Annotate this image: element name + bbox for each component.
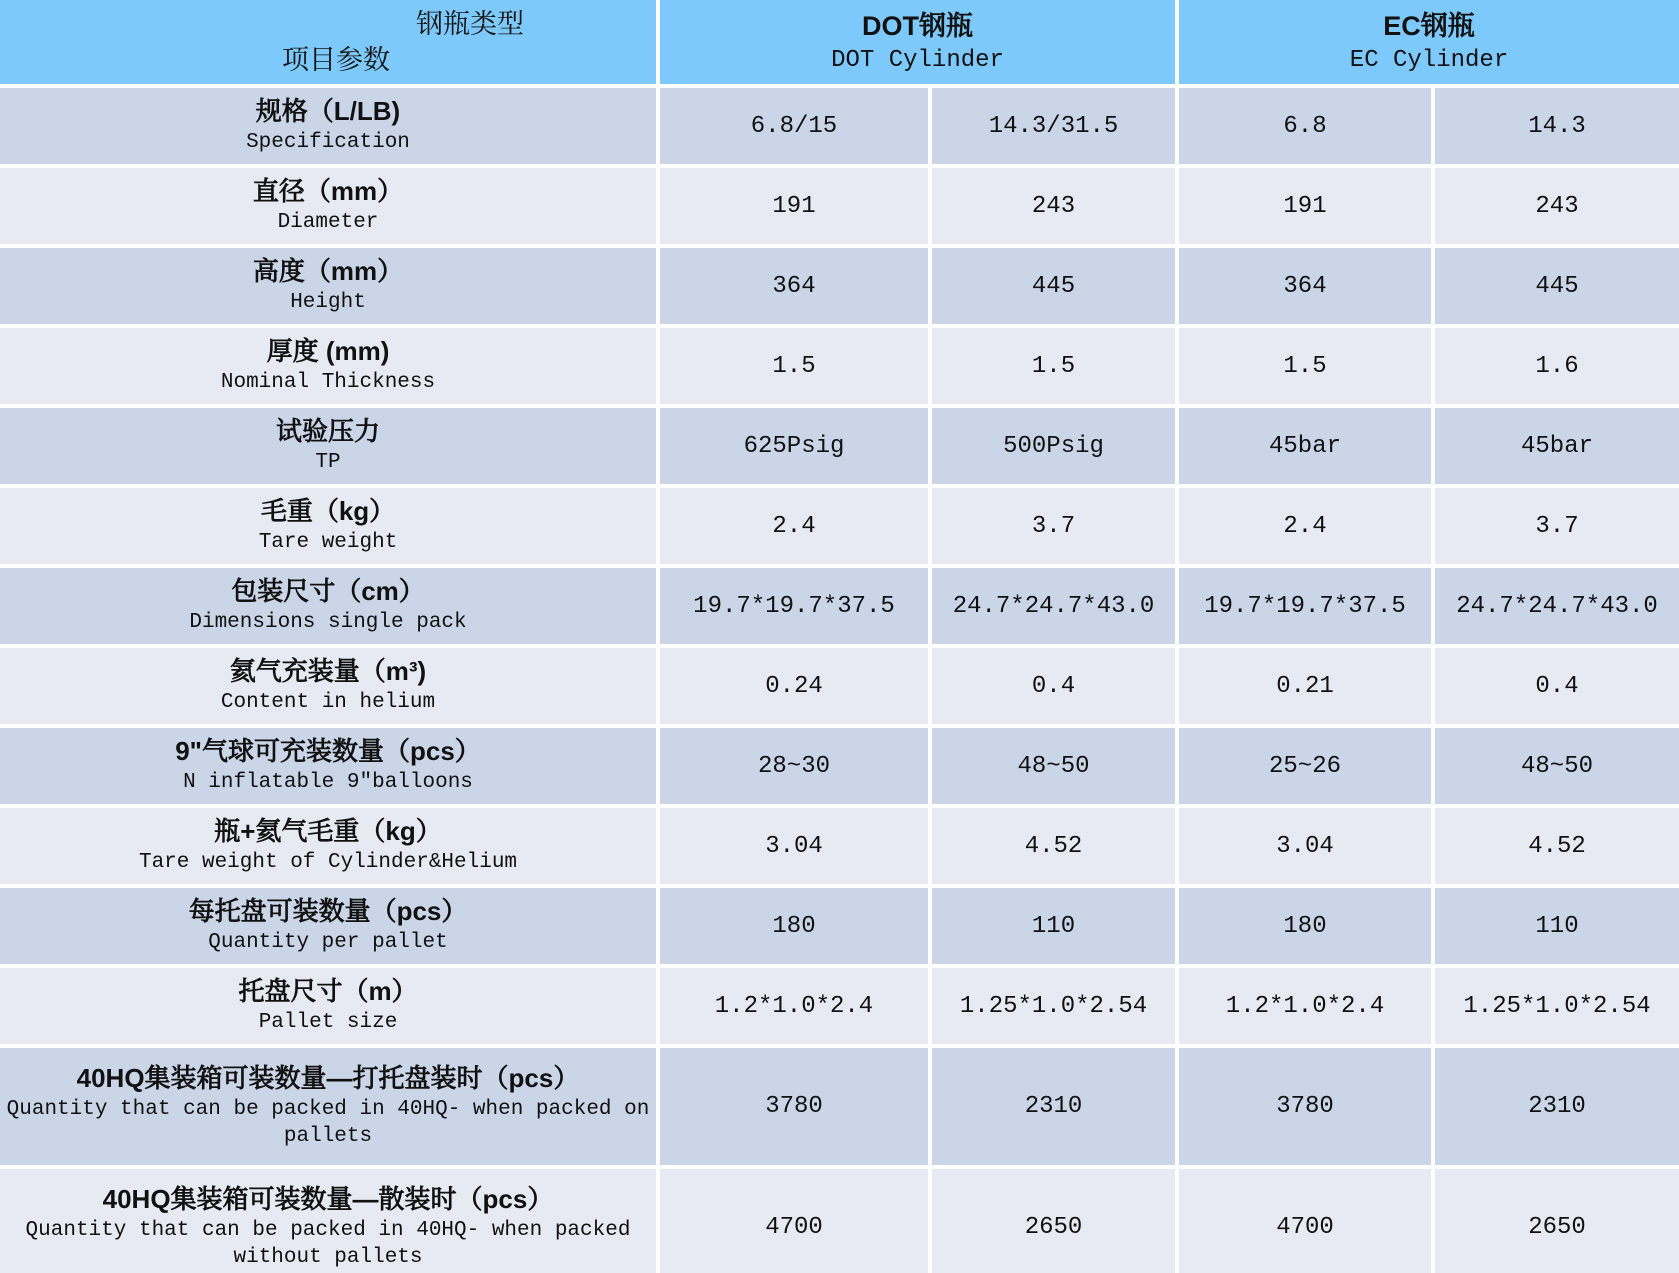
cell-value: 48~50 <box>1435 728 1679 804</box>
table-row <box>0 888 1679 964</box>
row-label-zh: 9"气球可充装数量（pcs） <box>175 736 481 767</box>
row-header <box>0 968 656 1044</box>
row-label-en: Height <box>290 291 366 315</box>
row-label-en: Tare weight <box>258 531 398 555</box>
cell-value: 1.5 <box>932 328 1175 404</box>
cell-value: 28~30 <box>660 728 928 804</box>
table-row <box>0 1169 1679 1273</box>
table-row <box>0 568 1679 644</box>
cell-value: 4.52 <box>932 808 1175 884</box>
cell-value: 445 <box>932 248 1175 324</box>
cell-value: 14.3/31.5 <box>932 88 1175 164</box>
cell-value: 19.7*19.7*37.5 <box>660 568 928 644</box>
row-header <box>0 248 656 324</box>
header-row <box>0 0 1679 84</box>
cell-value: 3780 <box>1179 1048 1431 1165</box>
table-row <box>0 168 1679 244</box>
cell-value: 1.25*1.0*2.54 <box>932 968 1175 1044</box>
row-header <box>0 88 656 164</box>
cell-value: 45bar <box>1435 408 1679 484</box>
row-label-en: Nominal Thickness <box>220 371 436 395</box>
cell-value: 0.4 <box>932 648 1175 724</box>
table-body <box>0 88 1679 1273</box>
cell-value: 445 <box>1435 248 1679 324</box>
corner-label-cylinder-type: 钢瓶类型 <box>416 8 524 39</box>
row-label-zh: 规格（L/LB) <box>255 96 401 127</box>
cell-value: 1.6 <box>1435 328 1679 404</box>
table-row <box>0 1048 1679 1165</box>
cell-value: 2.4 <box>660 488 928 564</box>
cell-value: 24.7*24.7*43.0 <box>932 568 1175 644</box>
table-row <box>0 408 1679 484</box>
table-row <box>0 808 1679 884</box>
cell-value: 1.5 <box>660 328 928 404</box>
row-label-zh: 毛重（kg） <box>260 496 396 527</box>
row-label-en: TP <box>315 451 341 475</box>
cell-value: 0.21 <box>1179 648 1431 724</box>
table-row <box>0 968 1679 1044</box>
cell-value: 243 <box>1435 168 1679 244</box>
cell-value: 4.52 <box>1435 808 1679 884</box>
cell-value: 3.04 <box>1179 808 1431 884</box>
row-label-zh: 40HQ集装箱可装数量—打托盘装时（pcs） <box>76 1063 580 1094</box>
cell-value: 500Psig <box>932 408 1175 484</box>
cell-value: 191 <box>660 168 928 244</box>
row-label-en: Specification <box>246 131 410 155</box>
row-label-zh: 氦气充装量（m³) <box>229 656 427 687</box>
row-label-zh: 包装尺寸（cm） <box>231 576 425 607</box>
corner-label-item-parameters: 项目参数 <box>282 45 390 75</box>
cell-value: 180 <box>660 888 928 964</box>
group-dot-label-en: DOT Cylinder <box>831 46 1004 74</box>
row-label-zh: 瓶+氦气毛重（kg） <box>214 816 442 847</box>
row-label-en: N inflatable 9″balloons <box>183 771 473 795</box>
row-header <box>0 808 656 884</box>
cell-value: 110 <box>932 888 1175 964</box>
row-header <box>0 1048 656 1165</box>
row-label-zh: 高度（mm） <box>252 256 404 287</box>
cell-value: 1.2*1.0*2.4 <box>660 968 928 1044</box>
row-label-zh: 托盘尺寸（m） <box>238 976 418 1007</box>
cell-value: 364 <box>660 248 928 324</box>
cell-value: 3.7 <box>1435 488 1679 564</box>
table-row <box>0 488 1679 564</box>
group-ec-label-zh: EC钢瓶 <box>1383 11 1475 42</box>
cell-value: 364 <box>1179 248 1431 324</box>
cell-value: 45bar <box>1179 408 1431 484</box>
row-header <box>0 168 656 244</box>
table-row <box>0 328 1679 404</box>
cell-value: 243 <box>932 168 1175 244</box>
group-ec-label-en: EC Cylinder <box>1349 46 1509 74</box>
row-label-zh: 40HQ集装箱可装数量—散装时（pcs） <box>102 1184 554 1215</box>
row-label-zh: 厚度 (mm) <box>266 336 390 367</box>
row-header <box>0 328 656 404</box>
cell-value: 2.4 <box>1179 488 1431 564</box>
row-header <box>0 1169 656 1273</box>
row-label-zh: 直径（mm） <box>252 176 404 207</box>
cell-value: 19.7*19.7*37.5 <box>1179 568 1431 644</box>
row-header <box>0 568 656 644</box>
group-header-ec <box>1179 0 1679 84</box>
row-header <box>0 888 656 964</box>
cell-value: 48~50 <box>932 728 1175 804</box>
row-header <box>0 648 656 724</box>
cell-value: 180 <box>1179 888 1431 964</box>
cell-value: 625Psig <box>660 408 928 484</box>
row-header <box>0 408 656 484</box>
cell-value: 4700 <box>1179 1169 1431 1273</box>
cell-value: 191 <box>1179 168 1431 244</box>
row-label-en: Quantity that can be packed in 40HQ- when packed on pallets <box>6 1098 650 1149</box>
row-label-en: Dimensions single pack <box>189 611 467 635</box>
row-label-en: Pallet size <box>258 1011 398 1035</box>
cell-value: 2650 <box>1435 1169 1679 1273</box>
cell-value: 6.8/15 <box>660 88 928 164</box>
row-label-en: Quantity per pallet <box>208 931 448 955</box>
cell-value: 1.5 <box>1179 328 1431 404</box>
cell-value: 24.7*24.7*43.0 <box>1435 568 1679 644</box>
cell-value: 0.4 <box>1435 648 1679 724</box>
row-label-en: Content in helium <box>220 691 436 715</box>
corner-header <box>0 0 656 84</box>
row-header <box>0 488 656 564</box>
table-row <box>0 728 1679 804</box>
cell-value: 3.04 <box>660 808 928 884</box>
cell-value: 14.3 <box>1435 88 1679 164</box>
cell-value: 2310 <box>932 1048 1175 1165</box>
group-dot-label-zh: DOT钢瓶 <box>862 11 973 42</box>
row-header <box>0 728 656 804</box>
table-row <box>0 88 1679 164</box>
row-label-zh: 每托盘可装数量（pcs） <box>188 896 468 927</box>
cell-value: 4700 <box>660 1169 928 1273</box>
row-label-zh: 试验压力 <box>275 416 380 447</box>
cell-value: 2650 <box>932 1169 1175 1273</box>
table-row <box>0 648 1679 724</box>
cell-value: 25~26 <box>1179 728 1431 804</box>
cell-value: 110 <box>1435 888 1679 964</box>
row-label-en: Quantity that can be packed in 40HQ- when packed without pallets <box>25 1219 631 1270</box>
row-label-en: Tare weight of Cylinder&Helium <box>138 851 518 875</box>
cell-value: 2310 <box>1435 1048 1679 1165</box>
cell-value: 3780 <box>660 1048 928 1165</box>
cell-value: 0.24 <box>660 648 928 724</box>
cell-value: 1.2*1.0*2.4 <box>1179 968 1431 1044</box>
cell-value: 1.25*1.0*2.54 <box>1435 968 1679 1044</box>
row-label-en: Diameter <box>277 211 379 235</box>
group-header-dot <box>660 0 1175 84</box>
cell-value: 6.8 <box>1179 88 1431 164</box>
cell-value: 3.7 <box>932 488 1175 564</box>
table-row <box>0 248 1679 324</box>
